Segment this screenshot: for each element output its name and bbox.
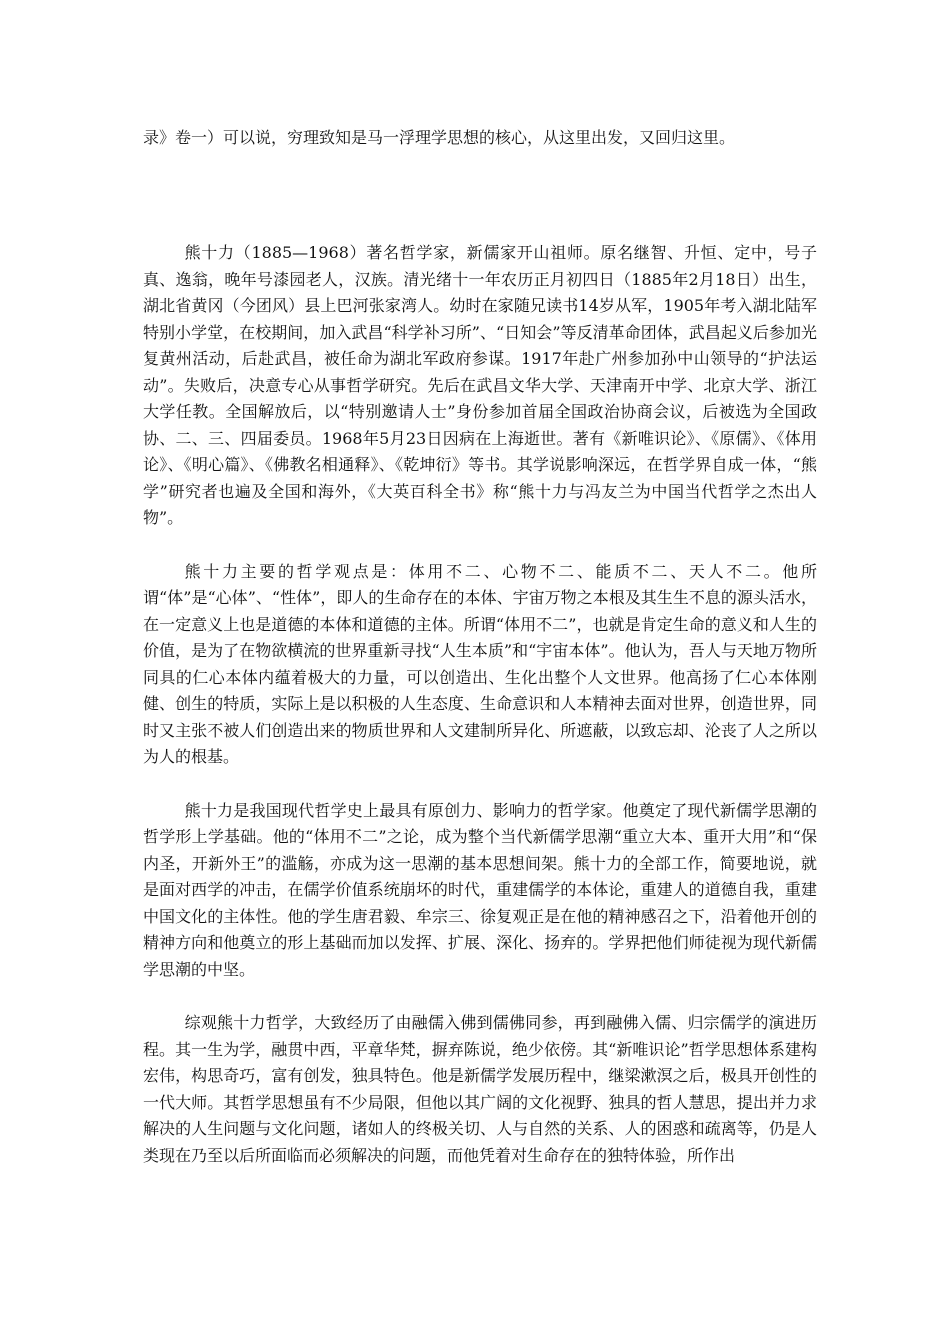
paragraph-biography: 熊十力（1885—1968）著名哲学家，新儒家开山祖师。原名继智、升恒、定中，号子真、逸翁，晚年号漆园老人，汉族。清光绪十一年农历正月初四日（1885年2月18日）出生，湖北省黄冈（今团风）县上巴河张家湾人。幼时在家随兄读书14岁从军，1905年考入湖北陆军特别小学堂，在校期间，加入武昌“科学补习所”、“日知会”等反清革命团体，武昌起义后参加光复黄州活动，后赴武昌，被任命为湖北军政府参谋。1917年赴广州参加孙中山领导的“护法运动”。失败后，决意专心从事哲学研究。先后在武昌文华大学、天津南开中学、北京大学、浙江大学任教。全国解放后，以“特别邀请人士”身份参加首届全国政治协商会议，后被选为全国政协、二、三、四届委员。1968年5月23日因病在上海逝世。著有《新唯识论》、《原儒》、《体用论》、《明心篇》、《佛教名相通释》、《乾坤衍》等书。其学说影响深远，在哲学界自成一体，“熊学”研究者也遍及全国和海外，《大英百科全书》称“熊十力与冯友兰为中国当代哲学之杰出人物”。 bbox=[143, 243, 817, 527]
previous-paragraph-tail: 录》卷一）可以说，穷理致知是马一浮理学思想的核心，从这里出发，又回归这里。 bbox=[143, 128, 736, 147]
article-body bbox=[143, 240, 817, 1196]
paragraph-philosophy: 熊十力主要的哲学观点是：体用不二、心物不二、能质不二、天人不二。他所谓“体”是“心体”、“性体”，即人的生命存在的本体、宇宙万物之本根及其生生不息的源头活水，在一定意义上也是道德的本体和道德的主体。所谓“体用不二”，也就是肯定生命的意义和人生的价值，是为了在物欲横流的世界重新寻找“人生本质”和“宇宙本体”。他认为，吾人与天地万物所同具的仁心本体内蕴着极大的力量，可以创造出、生化出整个人文世界。他高扬了仁心本体刚健、创生的特质，实际上是以积极的人生态度、生命意识和人本精神去面对世界，创造世界，同时又主张不被人们创造出来的物质世界和人文建制所异化、所遮蔽，以致忘却、沦丧了人之所以为人的根基。 bbox=[143, 561, 817, 766]
paragraph-summary: 综观熊十力哲学，大致经历了由融儒入佛到儒佛同参，再到融佛入儒、归宗儒学的演进历程。其一生为学，融贯中西，平章华梵，摒弃陈说，绝少依傍。其“新唯识论”哲学思想体系建构宏伟，构思奇巧，富有创发，独具特色。他是新儒学发展历程中，继梁漱溟之后，极具开创性的一代大师。其哲学思想虽有不少局限，但他以其广阔的文化视野、独具的哲人慧思，提出并力求解决的人生问题与文化问题，诸如人的终极关切、人与自然的关系、人的困惑和疏离等，仍是人类现在乃至以后所面临而必须解决的问题，而他凭着对生命存在的独特体验，所作出 bbox=[143, 1013, 817, 1165]
paragraph-influence: 熊十力是我国现代哲学史上最具有原创力、影响力的哲学家。他奠定了现代新儒学思潮的哲学形上学基础。他的“体用不二”之论，成为整个当代新儒学思潮“重立大本、重开大用”和“保内圣，开新外王”的滥觞，亦成为这一思潮的基本思想间架。熊十力的全部工作，简要地说，就是面对西学的冲击，在儒学价值系统崩坏的时代，重建儒学的本体论，重建人的道德自我，重建中国文化的主体性。他的学生唐君毅、牟宗三、徐复观正是在他的精神感召之下，沿着他开创的精神方向和他奠立的形上基础而加以发挥、扩展、深化、扬弃的。学界把他们师徒视为现代新儒学思潮的中坚。 bbox=[143, 800, 817, 979]
